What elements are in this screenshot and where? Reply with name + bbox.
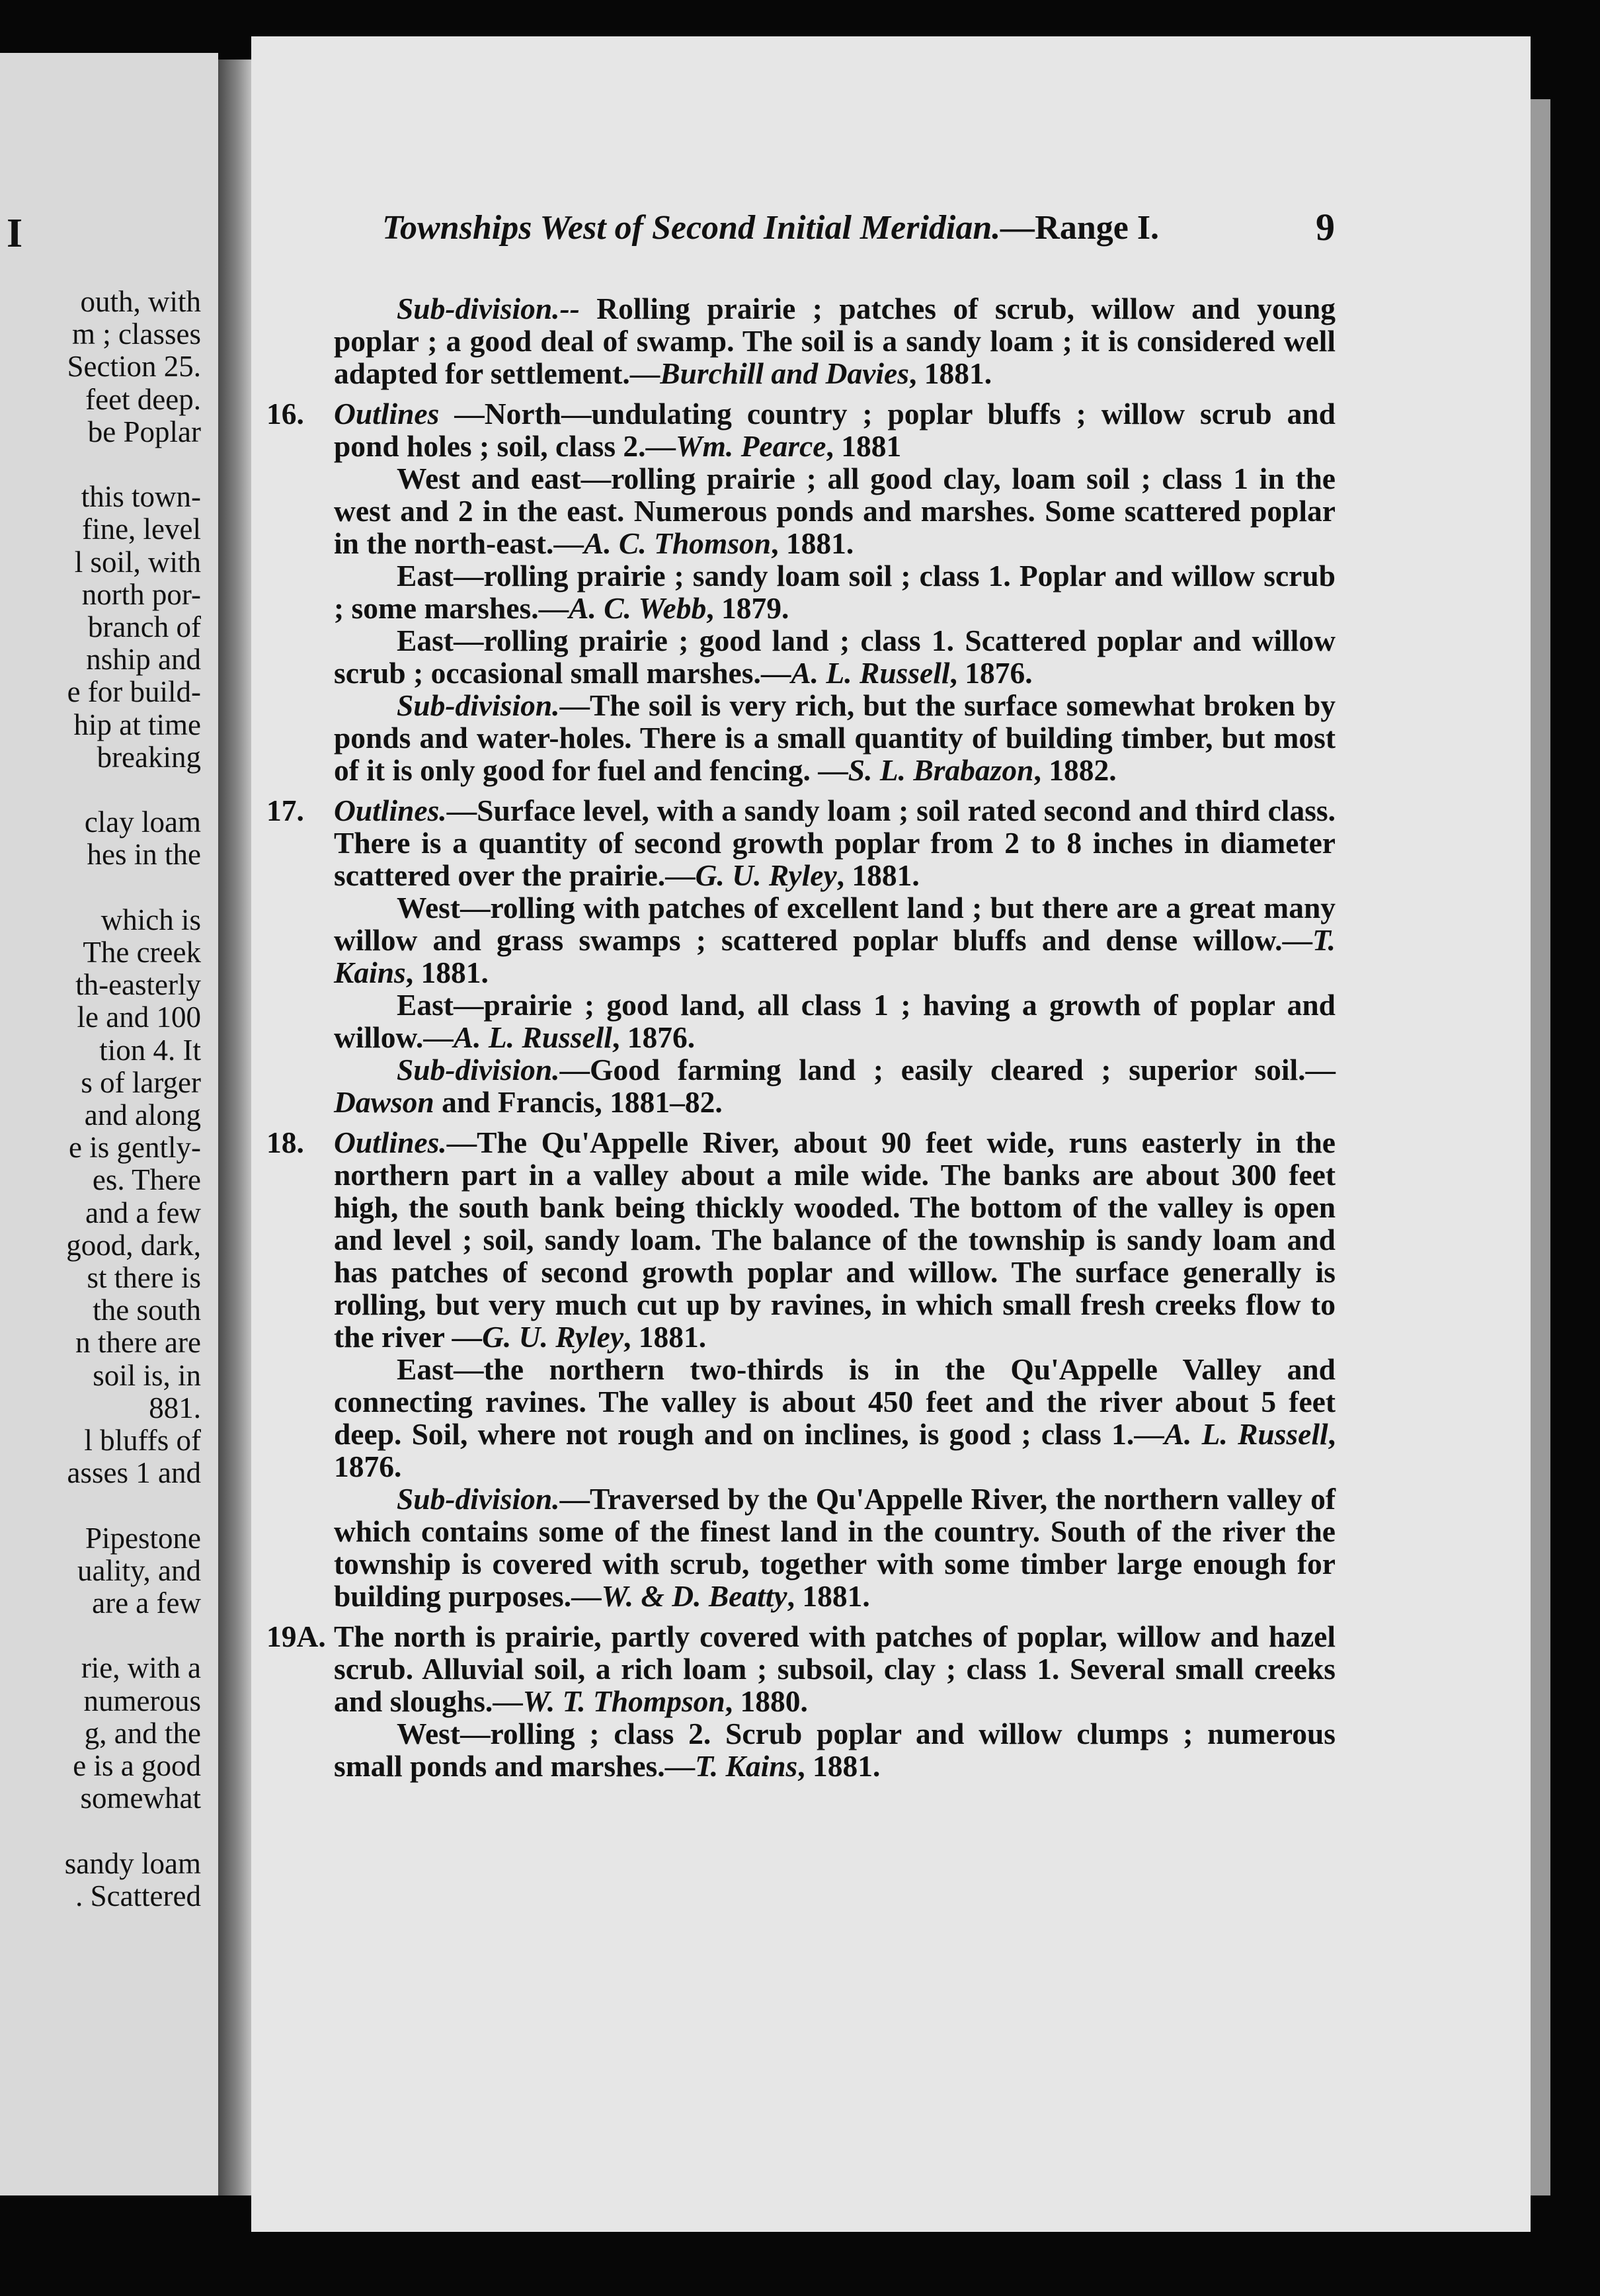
- left-page-line: feet deep.: [85, 382, 201, 416]
- township-entry: [266, 1620, 1336, 1783]
- description-text: Rolling prairie ; patches of scrub, willow and young poplar ; a good deal of swamp. The soil is a sandy loam ; it is considered well adapted for settlement.—: [334, 292, 1336, 390]
- entry-paragraph: [334, 891, 1336, 989]
- left-page-line: soil is, in: [93, 1358, 201, 1392]
- left-page-line: . Scattered: [75, 1879, 201, 1912]
- left-page-line: and along: [84, 1098, 201, 1131]
- description-text: The north is prairie, partly covered with patches of poplar, willow and hazel scrub. Alluvial soil, a rich loam ; subsoil, clay ; class 1. Several small creeks and sloughs.—: [334, 1620, 1336, 1718]
- description-text: East—the northern two-thirds is in the Qu'Appelle Valley and connecting ravines. The valley is about 450 feet and the river about 5 feet deep. Soil, where not rough and on inclines, is good ; class 1.—: [334, 1352, 1336, 1451]
- entry-paragraph: [334, 1353, 1336, 1483]
- section-label: Sub-division.: [397, 1482, 560, 1516]
- left-page-line: uality, and: [77, 1553, 201, 1587]
- survey-year: and Francis, 1881–82.: [434, 1085, 723, 1119]
- left-page-line: numerous: [83, 1684, 201, 1717]
- running-header: [382, 208, 1341, 247]
- township-number: 18.: [266, 1126, 304, 1159]
- surveyor-name: A. C. Thomson: [583, 526, 772, 560]
- survey-year: , 1880.: [725, 1684, 808, 1718]
- description-text: East—prairie ; good land, all class 1 ; having a growth of poplar and willow.—: [334, 988, 1336, 1054]
- section-label: Outlines.: [334, 1126, 447, 1159]
- surveyor-name: G. U. Ryley: [482, 1320, 624, 1354]
- surveyor-name: W. T. Thompson: [522, 1684, 725, 1718]
- survey-year: , 1881.: [787, 1579, 870, 1613]
- left-page-line: Pipestone: [85, 1521, 201, 1555]
- left-page-line: e is gently-: [69, 1131, 201, 1165]
- description-text: West—rolling with patches of excellent land ; but there are a great many willow and grass swamps ; scattered poplar bluffs and dense willow.—: [334, 891, 1336, 957]
- left-page-line: outh, with: [80, 285, 201, 318]
- township-entry: [334, 292, 1336, 390]
- surveyor-name: G. U. Ryley: [695, 858, 837, 892]
- left-page-line: clay loam: [84, 805, 201, 839]
- left-page-line: le and 100: [77, 1001, 201, 1034]
- surveyor-name: Burchill and Davies: [660, 356, 909, 390]
- left-page-line: hes in the: [87, 838, 201, 872]
- page-edge: [1531, 99, 1550, 2195]
- section-label: Sub-division.: [397, 1053, 560, 1086]
- left-page-line: branch of: [87, 610, 201, 643]
- left-page-line: n there are: [75, 1326, 201, 1360]
- section-label: Outlines.: [334, 794, 447, 827]
- left-page-line: and a few: [85, 1196, 201, 1229]
- left-page-line: asses 1 and: [67, 1456, 201, 1490]
- surveyor-name: A. L. Russell: [791, 656, 950, 690]
- survey-year: , 1881.: [771, 526, 854, 560]
- survey-year: , 1881.: [836, 858, 920, 892]
- left-page-line: good, dark,: [66, 1228, 201, 1262]
- left-page-line: the south: [93, 1293, 201, 1327]
- surveyor-name: A. L. Russell: [453, 1020, 612, 1054]
- township-entry: [266, 397, 1336, 787]
- entry-paragraph: [266, 794, 1336, 892]
- left-page-line: hip at time: [73, 708, 201, 741]
- entry-paragraph: [334, 1717, 1336, 1782]
- entry-paragraph: [334, 462, 1336, 559]
- survey-year: , 1881.: [908, 356, 992, 390]
- left-page-line: breaking: [97, 740, 201, 774]
- survey-year: , 1881: [826, 429, 902, 463]
- entry-paragraph: [266, 1126, 1336, 1354]
- left-page-line: s of larger: [81, 1065, 201, 1099]
- township-entry: [266, 794, 1336, 1119]
- left-page-line: l soil, with: [74, 545, 201, 579]
- survey-year: , 1881.: [623, 1320, 707, 1354]
- surveyor-name: Dawson: [334, 1085, 434, 1119]
- left-page-line: e is a good: [73, 1749, 201, 1782]
- left-page-line: this town-: [81, 480, 201, 514]
- left-page-line: st there is: [87, 1261, 201, 1294]
- description-text: —North—undulating country ; poplar bluffs ; willow scrub and pond holes ; soil, class 2.—: [334, 397, 1336, 463]
- left-page-line: es. There: [92, 1163, 201, 1197]
- description-text: —Traversed by the Qu'Appelle River, the northern valley of which contains some of the finest land in the country. South of the river the township is covered with scrub, together with some timber large enough for building purposes.—: [334, 1482, 1336, 1613]
- description-text: —Good farming land ; easily cleared ; superior soil.—: [559, 1053, 1336, 1086]
- left-page-line: The creek: [83, 936, 201, 969]
- page-number: 9: [1316, 206, 1335, 249]
- left-page-line: be Poplar: [87, 415, 201, 448]
- survey-year: , 1881.: [797, 1749, 881, 1783]
- left-page-line: 881.: [149, 1391, 201, 1424]
- entry-paragraph: [334, 989, 1336, 1053]
- left-page-line: e for build-: [67, 675, 201, 709]
- left-page-line: north por-: [81, 577, 201, 611]
- description-text: —Surface level, with a sandy loam ; soil rated second and third class. There is a quantity of second growth poplar from 2 to 8 inches in diameter scattered over the prairie.—: [334, 794, 1336, 892]
- left-page-line: are a few: [92, 1586, 201, 1620]
- surveyor-name: A. L. Russell: [1164, 1417, 1328, 1451]
- description-text: West and east—rolling prairie ; all good clay, loam soil ; class 1 in the west and 2 in the east. Numerous ponds and marshes. Some scattered poplar in the north-east.—: [334, 462, 1336, 560]
- entry-paragraph: [266, 1620, 1336, 1718]
- left-page-line: which is: [100, 903, 201, 936]
- township-entry: [266, 1126, 1336, 1613]
- left-running-head: I: [7, 211, 23, 256]
- surveyor-name: A. C. Webb: [569, 591, 707, 625]
- entry-paragraph: [334, 689, 1336, 786]
- entry-paragraph: [334, 1053, 1336, 1118]
- township-number: 19A.: [266, 1620, 326, 1653]
- description-text: —The Qu'Appelle River, about 90 feet wide, runs easterly in the northern part in a valley about a mile wide. The banks are about 300 feet high, the south bank being thickly wooded. The bottom of the valley is open and level ; soil, sandy loam. The balance of the township is sandy loam and has patches of second growth poplar and willow. The surface generally is rolling, but very much cut up by ravines, in which small fresh creeks flow to the river —: [334, 1126, 1336, 1354]
- description-text: East—rolling prairie ; sandy loam soil ; class 1. Poplar and willow scrub ; some marshes.—: [334, 559, 1336, 625]
- left-page-line: m ; classes: [72, 317, 201, 351]
- left-page-line: g, and the: [84, 1716, 201, 1750]
- township-number: 17.: [266, 794, 304, 827]
- entry-paragraph: [334, 624, 1336, 689]
- survey-year: , 1879.: [706, 591, 789, 625]
- description-text: West—rolling ; class 2. Scrub poplar and willow clumps ; numerous small ponds and marshes.—: [334, 1717, 1336, 1783]
- left-page-line: sandy loam: [64, 1846, 201, 1880]
- survey-year: , 1882.: [1033, 753, 1117, 787]
- left-page-fragment: [0, 53, 218, 2195]
- section-label: Outlines: [334, 397, 440, 430]
- left-page-line: Section 25.: [67, 350, 201, 384]
- left-page-line: nship and: [86, 643, 201, 676]
- section-label: Sub-division.: [397, 688, 560, 722]
- section-label: Sub-division.--: [397, 292, 580, 325]
- survey-year: , 1876.: [949, 656, 1033, 690]
- surveyor-name: T. Kains: [334, 923, 1336, 989]
- township-number: 16.: [266, 397, 304, 430]
- entry-paragraph: [334, 292, 1336, 390]
- entry-paragraph: [334, 559, 1336, 624]
- entry-paragraph: [266, 397, 1336, 463]
- description-text: —The soil is very rich, but the surface somewhat broken by ponds and water-holes. There is a small quantity of building timber, but most of it is only good for fuel and fencing. —: [334, 688, 1336, 787]
- left-page-line: l bluffs of: [84, 1424, 201, 1457]
- surveyor-name: Wm. Pearce: [676, 429, 826, 463]
- surveyor-name: W. & D. Beatty: [601, 1579, 787, 1613]
- header-range: Range I.: [1035, 209, 1160, 247]
- book-gutter: [218, 60, 251, 2195]
- left-page-line: th-easterly: [75, 968, 201, 1002]
- header-title: Townships West of Second Initial Meridian.—: [382, 209, 1035, 247]
- township-entries: [266, 284, 1336, 1783]
- surveyor-name: S. L. Brabazon: [848, 753, 1034, 787]
- left-page-line: tion 4. It: [99, 1033, 201, 1067]
- left-page-line: rie, with a: [81, 1651, 201, 1685]
- survey-year: , 1876.: [612, 1020, 696, 1054]
- survey-year: , 1881.: [405, 956, 489, 989]
- left-page-line: somewhat: [80, 1782, 201, 1815]
- surveyor-name: T. Kains: [695, 1749, 798, 1783]
- description-text: East—rolling prairie ; good land ; class 1. Scattered poplar and willow scrub ; occasional small marshes.—: [334, 624, 1336, 690]
- left-page-line: fine, level: [82, 512, 201, 546]
- entry-paragraph: [334, 1483, 1336, 1612]
- survey-year: , 1876.: [334, 1417, 1336, 1483]
